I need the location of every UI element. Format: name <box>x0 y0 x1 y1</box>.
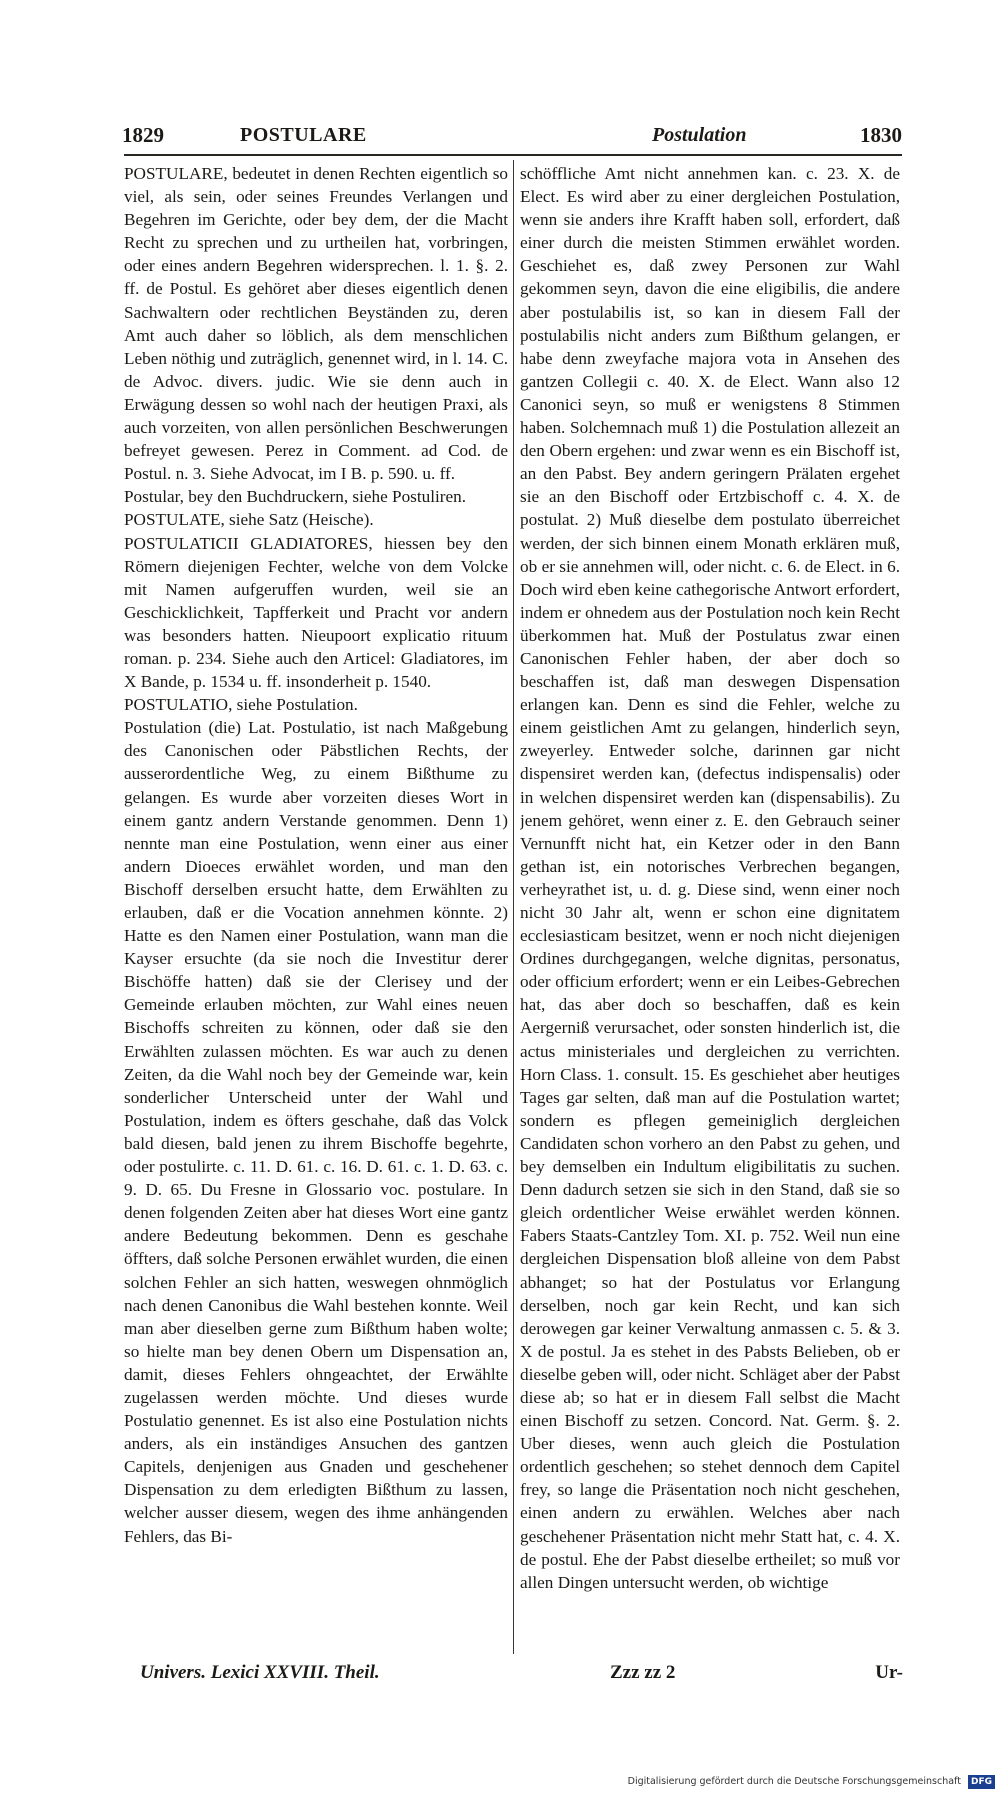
right-column-number: 1830 <box>860 123 902 147</box>
right-column <box>520 162 900 1652</box>
dfg-logo-icon: DFG <box>968 1775 995 1789</box>
signature-mark: Zzz zz 2 <box>610 1662 676 1683</box>
left-running-title: POSTULARE <box>240 124 367 146</box>
left-column <box>124 162 508 1652</box>
column-divider <box>513 160 514 1654</box>
entry-postulation: Postulation (die) Lat. Postulatio, ist nach Maßgebung des Canonischen oder Päbstlichen Rechts, der ausserordentliche Weg, zu einem Bißthume zu gelangen. Es wurde aber vorzeiten dieses Wort in einem gantz andern Verstande genommen. Denn 1) nennte man eine Postulation, wenn einer aus einer andern Dioeces erwählet worden, und man den Bischoff derselben ersucht hatte, dem Erwählten zu erlauben, daß er die Vocation annehmen könnte. 2) Hatte es den Namen einer Postulation, wann man die Kayser ersuchte (da sie noch die Investitur derer Bischöffe hatten) daß sie der Clerisey und der Gemeinde erlauben möchten, zur Wahl eines neuen Bischoffs schreiten zu können, oder daß sie den Erwählten zulassen möchten. Es war auch zu denen Zeiten, da die Wahl noch bey der Gemeinde war, kein sonderlicher Unterscheid unter der Wahl und Postulation, indem es öfters geschahe, daß das Volck bald diesen, bald jenen zu ihrem Bischoffe begehrte, oder postulirte. c. 11. D. 61. c. 16. D. 61. c. 1. D. 63. c. 9. D. 65. Du Fresne in Glossario voc. postulare. In denen folgenden Zeiten aber hat dieses Wort eine gantz andere Bedeutung bekommen. Denn es geschahe öffters, daß solche Personen erwählet wurden, die einen solchen Fehler an sich hatten, weswegen ohnmöglich nach denen Canonibus die Wahl bestehen konnte. Weil man aber dieselben gerne zum Bißthum haben wolte; so hielte man bey denen Obern um Dispensation an, damit, dieses Fehlers ohngeachtet, der Erwählte zugelassen werden möchte. Und dieses wurde Postulatio genennet. Es ist also eine Postulation nichts anders, als ein inständiges Ansuchen des gantzen Capitels, denjenigen aus Gnaden und geschehener Dispensation zu dem erledigten Bißthum zu lassen, welcher ausser diesem, wegen des ihme anhängenden Fehlers, das Bi- <box>124 718 508 1546</box>
entry-postulatio: POSTULATIO, siehe Postulation. <box>124 695 358 715</box>
page-footer <box>130 1658 905 1688</box>
left-column-number: 1829 <box>122 123 164 147</box>
entry-postulaticii-gladiatores: POSTULATICII GLADIATORES, hiessen bey den Römern diejenigen Fechter, welche von dem Volcke mit Namen aufgeruffen wurden, weil sie an Geschicklichkeit, Tapfferkeit und Pracht vor andern was besonders hatten. Nieupoort explicatio rituum roman. p. 234. Siehe auch den Articel: Gladiatores, im X Bande, p. 1534 u. ff. insonderheit p. 1540. <box>124 533 508 692</box>
right-running-title: Postulation <box>652 124 747 146</box>
page-header <box>122 118 902 152</box>
entry-postulation-continued: schöffliche Amt nicht annehmen kan. c. 23. X. de Elect. Es wird aber zu einer dergleichen Postulation, wenn sie anders ihre Krafft haben soll, erfordert, daß einer durch die meisten Stimmen erwählet worden. Geschiehet es, daß zwey Personen zur Wahl gekommen seyn, davon die eine eligibilis, die andere aber postulabilis ist, so kan in diesem Fall der postulabilis nicht anders zum Bißthum gelangen, er habe denn zweyfache majora vota in Ansehen des gantzen Collegii c. 40. X. de Elect. Wann also 12 Canonici seyn, so muß er wenigstens 8 Stimmen haben. Solchemnach muß 1) die Postulation allezeit an den Obern ergehen: und zwar wenn es ein Bischoff ist, an den Pabst. Bey andern geringern Prälaten ergehet sie an den Bischoff oder Ertzbischoff c. 4. X. de postulat. 2) Muß dieselbe dem postulato überreichet werden, der sich binnen einem Monath erklären muß, ob er sie annehmen will, oder nicht. c. 6. de Elect. in 6. Doch wird eben keine cathegorische Antwort erfordert, indem er ohnedem aus der Postulation noch kein Recht überkommen hat. Muß der Postulatus zwar einen Canonischen Fehler haben, der aber doch so beschaffen ist, daß man deswegen Dispensation erlangen kan. Denn es sind die Fehler, welche zu einem geistlichen Amt zu gelangen, hinderlich seyn, zweyerley. Entweder solche, darinnen gar nicht dispensiret werden kan, (defectus indispensalis) oder in welchen dispensiret werden kan (dispensabilis). Zu jenem gehöret, wenn einer z. E. den Gebrauch seiner Vernunfft nicht hat, ein Ketzer oder in den Bann gethan ist, ein notorisches Verbrechen begangen, verheyrathet ist, u. d. g. Diese sind, wenn einer noch nicht 30 Jahr alt, wenn er schon eine dignitatem ecclesiasticam besitzet, wenn er noch nicht diejenigen Ordines durchgegangen, welche dignitas, personatus, oder officium erfordert; wenn er ein Leibes-Gebrechen hat, das aber doch so beschaffen, daß es kein Aergerniß verursachet, oder sonsten hinderlich ist, die actus ministeriales und dergleichen zu verrichten. Horn Class. 1. consult. 15. Es geschiehet aber heutiges Tages gar selten, daß man auf die Postulation wartet; sondern es pflegen gemeiniglich dergleichen Candidaten schon vorhero an den Pabst zu gehen, und bey demselben ein Indultum eligibilitatis zu suchen. Denn dadurch setzen sie sich in den Stand, daß sie so gleich ordentlicher Weise erwählet werden können. Fabers Staats-Cantzley Tom. XI. p. 752. Weil nun eine dergleichen Dispensation bloß alleine von dem Pabst abhanget; so hat der Postulatus vor Erlangung derselben, noch gar kein Recht, und kan sich derowegen gar keiner Verwaltung anmassen c. 5. & 3. X de postul. Ja es stehet in des Pabsts Belieben, ob er dieselbe geben will, oder nicht. Schläget aber der Pabst diese ab; so hat er in diesem Fall selbst die Macht einen Bischoff zu setzen. Concord. Nat. Germ. §. 2. Uber dieses, wenn auch gleich die Postulation ordentlich geschehen; so stehet dennoch dem Capitel frey, so lange die Präsentation noch nicht geschehen, einen andern zu erwählen. Welches aber nach geschehener Präsentation nicht mehr Statt hat, c. 4. X. de postul. Ehe der Pabst dieselbe ertheilet; so muß vor allen Dingen untersucht werden, ob wichtige <box>520 164 900 1592</box>
credit-text: Digitalisierung gefördert durch die Deutsche Forschungsgemeinschaft <box>627 1776 961 1787</box>
catchword: Ur- <box>875 1662 903 1683</box>
entry-postular: Postular, bey den Buchdruckern, siehe Postuliren. <box>124 487 467 507</box>
volume-label: Univers. Lexici XXVIII. Theil. <box>140 1662 380 1683</box>
entry-postulare: POSTULARE, bedeutet in denen Rechten eigentlich so viel, als sein, oder seines Freundes Verlangen und Begehren im Gerichte, oder bey dem, der die Macht Recht zu sprechen und zu urtheilen hat, vorbringen, oder eines andern Begehren widersprechen. l. 1. §. 2. ff. de Postul. Es gehöret aber dieses eigentlich denen Sachwaltern oder rechtlichen Beyständen zu, deren Amt auch daher so löblich, als dem menschlichen Leben nöthig und zuträglich, genennet wird, in l. 14. C. de Advoc. divers. judic. Wie sie denn auch in Erwägung dessen so wohl nach der heutigen Praxi, als auch vorzeiten, von allen persönlichen Beschwerungen befreyet gewesen. Perez in Comment. ad Cod. de Postul. n. 3. Siehe Advocat, im I B. p. 590. u. ff. <box>124 164 508 484</box>
digitization-credit <box>570 1772 995 1792</box>
entry-postulate: POSTULATE, siehe Satz (Heische). <box>124 510 374 530</box>
header-rule <box>124 154 902 156</box>
